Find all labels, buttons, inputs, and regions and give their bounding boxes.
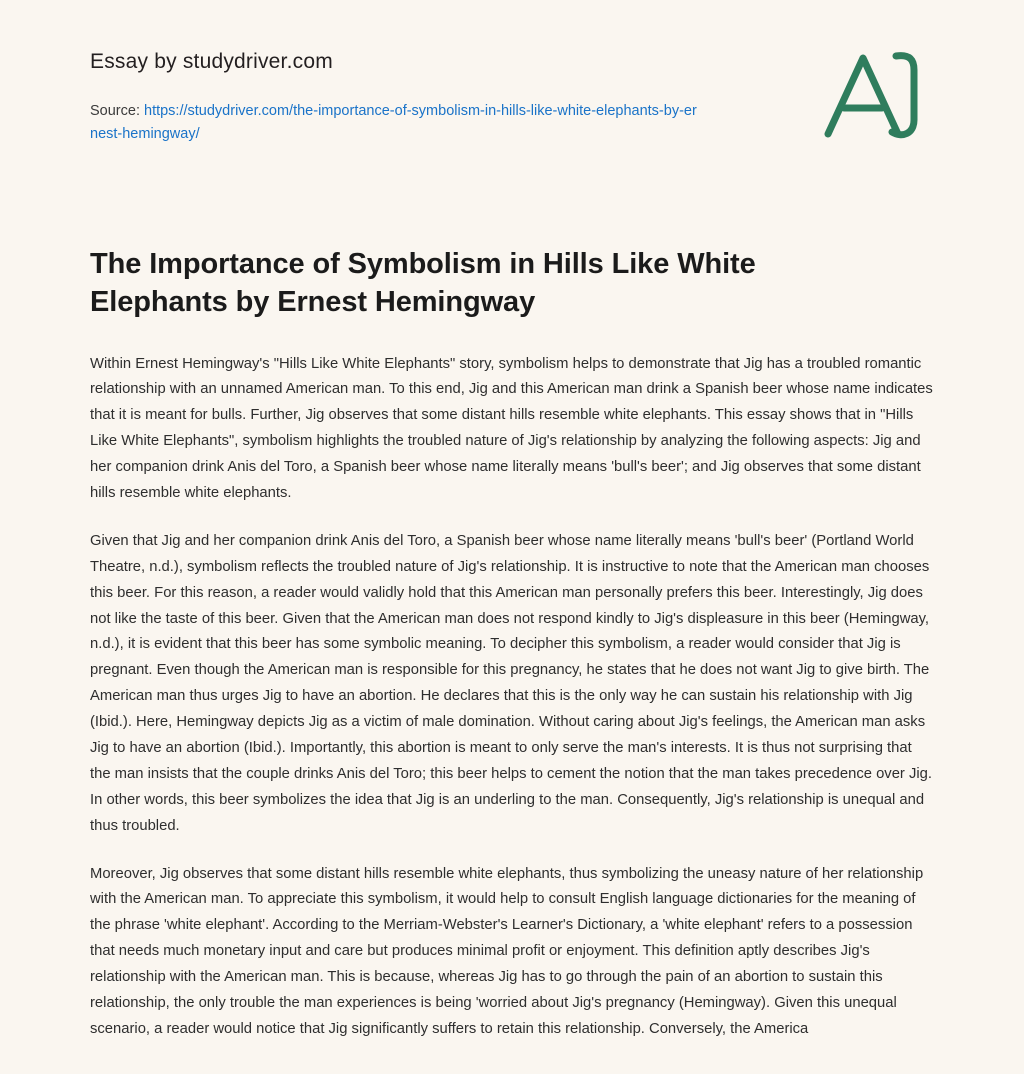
source-url-link[interactable]: https://studydriver.com/the-importance-of-symbolism-in-hills-like-white-elephants-by-ernest-hemingway/ (90, 103, 697, 143)
article-paragraph: Within Ernest Hemingway's "Hills Like White Elephants" story, symbolism helps to demonstrate that Jig has a troubled romantic relationship with an unnamed American man. To this end, Jig and this American man drink a Spanish beer whose name indicates that it is meant for bulls. Further, Jig observes that some distant hills resemble white elephants. This essay shows that in "Hills Like White Elephants", symbolism highlights the troubled nature of Jig's relationship by analyzing the following aspects: Jig and her companion drink Anis del Toro, a Spanish beer whose name literally means 'bull's beer'; and Jig observes that some distant hills resemble white elephants. (90, 355, 933, 501)
studydriver-a-logo-icon (818, 46, 938, 146)
article-paragraph: Moreover, Jig observes that some distant hills resemble white elephants, thus symbolizing the uneasy nature of her relationship with the American man. To appreciate this symbolism, it would help to consult English language dictionaries for the meaning of the phrase 'white elephant'. According to the Merriam-Webster's Learner's Dictionary, a 'white elephant' refers to a possession that needs much monetary input and care but produces minimal profit or enjoyment. This definition aptly describes Jig's relationship with the American man. This is because, whereas Jig has to go through the pain of an abortion to sustain this relationship, the only trouble the man experiences is being 'worried about Jig's pregnancy (Hemingway). Given this unequal scenario, a reader would notice that Jig significantly suffers to retain this relationship. Conversely, the America (90, 865, 924, 1037)
source-label: Source: (90, 103, 144, 119)
article-paragraph: Given that Jig and her companion drink Anis del Toro, a Spanish beer whose name literally means 'bull's beer' (Portland World Theatre, n.d.), symbolism reflects the troubled nature of Jig's relationship. It is instructive to note that the American man chooses this beer. For this reason, a reader would validly hold that this American man personally prefers this beer. Interestingly, Jig does not like the taste of this beer. Given that the American man does not respond kindly to Jig's displeasure in this beer (Hemingway, n.d.), it is evident that this beer has some symbolic meaning. To decipher this symbolism, a reader would consider that Jig is pregnant. Even though the American man is responsible for this pregnancy, he states that he does not want Jig to give birth. The American man thus urges Jig to have an abortion. He declares that this is the only way he can sustain his relationship with Jig (Ibid.). Here, Hemingway depicts Jig as a victim of male domination. Without caring about Jig's feelings, the American man asks Jig to have an abortion (Ibid.). Importantly, this abortion is meant to only serve the man's interests. It is thus not surprising that the man insists that the couple drinks Anis del Toro; this beer helps to cement the notion that the man takes precedence over Jig. In other words, this beer symbolizes the idea that Jig is an underling to the man. Consequently, Jig's relationship is unequal and thus troubled. (90, 532, 932, 834)
page-title: The Importance of Symbolism in Hills Like White Elephants by Ernest Hemingway (90, 247, 756, 319)
site-brand: Essay by studydriver.com (90, 50, 333, 73)
document-header (0, 0, 1024, 147)
article-body (0, 352, 1024, 1043)
source-line (90, 100, 700, 147)
